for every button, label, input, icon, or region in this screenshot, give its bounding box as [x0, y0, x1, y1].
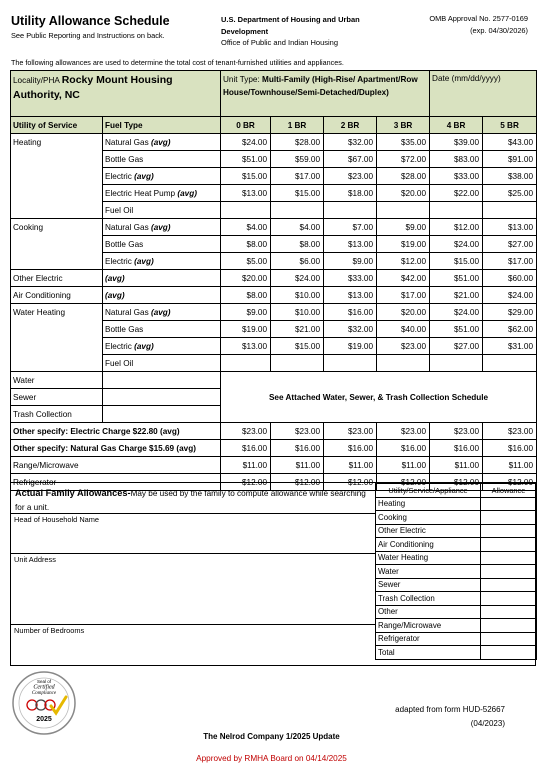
divider	[11, 513, 375, 514]
allowance-value: $12.00	[324, 474, 377, 491]
allowance-value: $4.00	[271, 219, 324, 236]
allowance-value: $12.00	[377, 253, 430, 270]
allowance-value: $24.00	[483, 287, 537, 304]
form-date: (04/2023)	[470, 719, 505, 728]
allowance-value: $23.00	[377, 423, 430, 440]
allowance-value: $13.00	[324, 287, 377, 304]
table-row	[11, 219, 537, 236]
service-cell	[11, 338, 103, 355]
fuel-type: Bottle Gas	[105, 239, 144, 249]
table-row	[11, 236, 537, 253]
allowance-value	[483, 202, 537, 219]
allowance-value: $8.00	[221, 287, 271, 304]
allowance-value: $5.00	[221, 253, 271, 270]
allowance-value: $15.00	[271, 338, 324, 355]
allowance-value: $38.00	[483, 168, 537, 185]
allowance-value: $15.00	[430, 253, 483, 270]
date-cell[interactable]	[430, 71, 537, 117]
allowance-value: $28.00	[377, 168, 430, 185]
omb-approval: OMB Approval No. 2577-0169	[429, 14, 528, 23]
allowance-value: $12.00	[430, 474, 483, 491]
allowance-value: $23.00	[483, 423, 537, 440]
afa-allowance-input[interactable]	[481, 511, 537, 525]
service-cell	[11, 151, 103, 168]
allowance-value: $10.00	[271, 304, 324, 321]
allowance-value: $16.00	[271, 440, 324, 457]
table-row	[11, 270, 537, 287]
table-row	[11, 185, 537, 202]
divider	[11, 553, 375, 554]
allowance-value: $23.00	[430, 423, 483, 440]
compliance-seal	[11, 670, 77, 736]
allowance-value: $17.00	[271, 168, 324, 185]
allowance-value: $19.00	[324, 338, 377, 355]
afa-row	[376, 619, 537, 633]
allowance-value: $11.00	[324, 457, 377, 474]
afa-row	[376, 565, 537, 579]
allowance-value: $51.00	[221, 151, 271, 168]
allowance-value: $32.00	[324, 321, 377, 338]
allowance-value: $23.00	[324, 168, 377, 185]
allowance-value: $11.00	[483, 457, 537, 474]
afa-allowance-input[interactable]	[481, 646, 537, 660]
appliance-label: Refrigerator	[11, 474, 221, 491]
other-specify-label: Other specify: Natural Gas Charge $15.69 (avg)	[11, 440, 221, 457]
allowance-value: $4.00	[221, 219, 271, 236]
allowance-value: $16.00	[377, 440, 430, 457]
afa-item-label: Sewer	[376, 578, 481, 592]
allowance-value: $12.00	[430, 219, 483, 236]
table-row	[11, 372, 537, 389]
fuel-cell	[103, 185, 221, 202]
omb-expiration: (exp. 04/30/2026)	[470, 26, 528, 35]
allowance-value	[271, 355, 324, 372]
table-row	[11, 202, 537, 219]
avg-tag: (avg)	[150, 222, 171, 232]
allowance-value: $25.00	[483, 185, 537, 202]
fuel-cell	[103, 219, 221, 236]
unit-address-label: Unit Address	[14, 555, 56, 564]
afa-allowance-input[interactable]	[481, 565, 537, 579]
afa-row	[376, 578, 537, 592]
head-of-household-label: Head of Household Name	[14, 515, 100, 524]
col-3br-header: 3 BR	[377, 117, 430, 134]
afa-item-label: Cooking	[376, 511, 481, 525]
allowance-value: $17.00	[377, 287, 430, 304]
avg-tag: (avg)	[150, 137, 171, 147]
allowance-value	[430, 355, 483, 372]
allowance-value: $39.00	[430, 134, 483, 151]
afa-row	[376, 646, 537, 660]
allowance-value: $23.00	[221, 423, 271, 440]
form-subtitle: See Public Reporting and Instructions on back.	[11, 31, 165, 40]
table-row	[11, 168, 537, 185]
trash-label: Trash Collection	[11, 406, 103, 423]
allowance-value: $12.00	[221, 474, 271, 491]
fuel-cell	[103, 321, 221, 338]
water-label: Water	[11, 372, 103, 389]
allowance-value: $8.00	[221, 236, 271, 253]
allowance-value: $23.00	[324, 423, 377, 440]
family-allowances-title	[15, 486, 371, 515]
allowance-value: $10.00	[271, 287, 324, 304]
fuel-type: Fuel Oil	[105, 358, 134, 368]
allowance-value: $24.00	[430, 236, 483, 253]
department-name: U.S. Department of Housing and Urban Development	[221, 15, 360, 36]
table-row	[11, 338, 537, 355]
afa-row	[376, 511, 537, 525]
allowance-value: $7.00	[324, 219, 377, 236]
approval-note: Approved by RMHA Board on 04/14/2025	[196, 754, 347, 763]
afa-allowance-input[interactable]	[481, 497, 537, 511]
allowance-value: $62.00	[483, 321, 537, 338]
table-row	[11, 440, 537, 457]
afa-item-label: Water Heating	[376, 551, 481, 565]
allowance-value: $19.00	[377, 236, 430, 253]
allowance-value: $18.00	[324, 185, 377, 202]
avg-tag: (avg)	[134, 256, 154, 266]
allowance-value: $11.00	[271, 457, 324, 474]
afa-row	[376, 551, 537, 565]
office-name: Office of Public and Indian Housing	[221, 38, 339, 47]
allowance-value: $9.00	[221, 304, 271, 321]
allowance-value: $24.00	[271, 270, 324, 287]
service-cell: Water Heating	[11, 304, 103, 321]
service-cell: Other Electric	[11, 270, 103, 287]
afa-row	[376, 538, 537, 552]
allowance-value: $28.00	[271, 134, 324, 151]
locality-name-line1: Rocky Mount Housing	[61, 74, 173, 86]
wst-schedule-note: See Attached Water, Sewer, & Trash Collection Schedule	[221, 372, 537, 423]
fuel-cell	[103, 236, 221, 253]
allowance-value: $11.00	[430, 457, 483, 474]
allowance-value: $11.00	[377, 457, 430, 474]
fuel-cell	[103, 406, 221, 423]
seal-year: 2025	[36, 716, 52, 723]
allowance-value: $19.00	[221, 321, 271, 338]
service-cell	[11, 321, 103, 338]
family-info	[11, 483, 375, 665]
allowance-value: $42.00	[377, 270, 430, 287]
fuel-type: Natural Gas	[105, 222, 149, 232]
afa-service-header: Utility/Service/Appliance	[376, 484, 481, 498]
afa-row	[376, 632, 537, 646]
allowance-value: $15.00	[221, 168, 271, 185]
allowance-value	[324, 202, 377, 219]
afa-item-label: Air Conditioning	[376, 538, 481, 552]
allowance-value: $83.00	[430, 151, 483, 168]
col-2br-header: 2 BR	[324, 117, 377, 134]
allowance-value: $13.00	[324, 236, 377, 253]
allowance-value: $21.00	[430, 287, 483, 304]
appliance-label: Range/Microwave	[11, 457, 221, 474]
afa-allowance-input[interactable]	[481, 632, 537, 646]
allowance-value: $33.00	[324, 270, 377, 287]
fuel-cell	[103, 338, 221, 355]
afa-item-label: Heating	[376, 497, 481, 511]
avg-tag: (avg)	[105, 290, 125, 300]
afa-allowance-input[interactable]	[481, 605, 537, 619]
locality-cell	[11, 71, 221, 117]
allowance-value	[430, 202, 483, 219]
allowance-value: $29.00	[483, 304, 537, 321]
col-fuel-header: Fuel Type	[103, 117, 221, 134]
unit-type-cell	[221, 71, 430, 117]
date-label: Date (mm/dd/yyyy)	[432, 74, 501, 83]
allowance-value: $21.00	[271, 321, 324, 338]
service-cell: Air Conditioning	[11, 287, 103, 304]
fuel-type: Natural Gas	[105, 307, 149, 317]
service-cell	[11, 185, 103, 202]
seal-line2: Certified	[33, 684, 55, 691]
avg-tag: (avg)	[134, 341, 154, 351]
company-update: The Nelrod Company 1/2025 Update	[203, 732, 340, 741]
allowance-value	[377, 202, 430, 219]
fuel-type: Bottle Gas	[105, 154, 144, 164]
fuel-cell	[103, 287, 221, 304]
allowance-value	[324, 355, 377, 372]
allowance-value: $6.00	[271, 253, 324, 270]
afa-item-label: Other Electric	[376, 524, 481, 538]
form-title: Utility Allowance Schedule	[11, 14, 170, 28]
afa-allowance-header: Allowance	[481, 484, 537, 498]
family-allowances-section	[10, 482, 536, 666]
fuel-type: Electric	[105, 256, 132, 266]
afa-allowance-input[interactable]	[481, 578, 537, 592]
column-header-row	[11, 117, 537, 134]
allowance-value: $12.00	[377, 474, 430, 491]
afa-item-label: Water	[376, 565, 481, 579]
fuel-cell	[103, 151, 221, 168]
allowance-value: $67.00	[324, 151, 377, 168]
service-cell: Cooking	[11, 219, 103, 236]
fuel-type: Electric Heat Pump	[105, 188, 176, 198]
afa-allowance-input[interactable]	[481, 524, 537, 538]
allowance-table	[10, 70, 537, 491]
fuel-type: Fuel Oil	[105, 205, 134, 215]
fuel-cell	[103, 253, 221, 270]
afa-item-label: Total	[376, 646, 481, 660]
table-row	[11, 355, 537, 372]
table-row	[11, 287, 537, 304]
allowance-value: $9.00	[377, 219, 430, 236]
allowance-value: $33.00	[430, 168, 483, 185]
allowance-value	[221, 202, 271, 219]
afa-item-label: Other	[376, 605, 481, 619]
allowance-value	[271, 202, 324, 219]
allowance-value: $27.00	[430, 338, 483, 355]
intro-text: The following allowances are used to determine the total cost of tenant-furnished utilities and appliances.	[11, 58, 344, 67]
service-cell	[11, 355, 103, 372]
allowance-value: $51.00	[430, 270, 483, 287]
afa-item-label: Trash Collection	[376, 592, 481, 606]
allowance-value: $17.00	[483, 253, 537, 270]
table-row	[11, 321, 537, 338]
allowance-value: $16.00	[324, 440, 377, 457]
allowance-value: $59.00	[271, 151, 324, 168]
col-service-header: Utility of Service	[11, 117, 103, 134]
allowance-value: $8.00	[271, 236, 324, 253]
allowance-value: $60.00	[483, 270, 537, 287]
table-row	[11, 134, 537, 151]
allowance-value: $22.00	[430, 185, 483, 202]
table-row	[11, 423, 537, 440]
divider	[11, 624, 375, 625]
allowance-value: $16.00	[430, 440, 483, 457]
afa-row	[376, 605, 537, 619]
allowance-value: $91.00	[483, 151, 537, 168]
family-title-bold: Actual Family Allowances-	[15, 488, 131, 498]
fuel-cell	[103, 270, 221, 287]
allowance-value: $23.00	[271, 423, 324, 440]
allowance-value: $32.00	[324, 134, 377, 151]
sewer-label: Sewer	[11, 389, 103, 406]
allowance-value: $16.00	[221, 440, 271, 457]
allowance-value	[221, 355, 271, 372]
allowance-value: $13.00	[221, 338, 271, 355]
bedrooms-label: Number of Bedrooms	[14, 626, 85, 635]
family-title-rest: May be used by the family to compute allowance while searching for a unit.	[15, 489, 366, 512]
col-0br-header: 0 BR	[221, 117, 271, 134]
service-cell: Heating	[11, 134, 103, 151]
unit-type-label: Unit Type:	[223, 75, 260, 84]
allowance-value: $24.00	[221, 134, 271, 151]
avg-tag: (avg)	[105, 273, 125, 283]
allowance-value: $11.00	[221, 457, 271, 474]
allowance-value: $9.00	[324, 253, 377, 270]
adapted-from: adapted from form HUD-52667	[395, 705, 505, 714]
fuel-type: Natural Gas	[105, 137, 149, 147]
col-4br-header: 4 BR	[430, 117, 483, 134]
afa-allowance-input[interactable]	[481, 551, 537, 565]
afa-item-label: Refrigerator	[376, 632, 481, 646]
allowance-value: $13.00	[483, 219, 537, 236]
allowance-value	[377, 355, 430, 372]
allowance-value: $24.00	[430, 304, 483, 321]
table-row	[11, 457, 537, 474]
other-specify-label: Other specify: Electric Charge $22.80 (avg)	[11, 423, 221, 440]
allowance-value: $27.00	[483, 236, 537, 253]
allowance-value: $40.00	[377, 321, 430, 338]
service-cell	[11, 202, 103, 219]
allowance-value: $35.00	[377, 134, 430, 151]
avg-tag: (avg)	[134, 171, 154, 181]
fuel-type: Electric	[105, 341, 132, 351]
avg-tag: (avg)	[150, 307, 171, 317]
allowance-value: $16.00	[324, 304, 377, 321]
seal-line1: Seal of	[36, 679, 52, 684]
fuel-cell	[103, 304, 221, 321]
fuel-cell	[103, 202, 221, 219]
col-1br-header: 1 BR	[271, 117, 324, 134]
afa-item-label: Range/Microwave	[376, 619, 481, 633]
unit-type-value: Multi-Family (High-Rise/ Apartment/Row House/Townhouse/Semi-Detached/Duplex)	[223, 75, 418, 97]
table-row	[11, 253, 537, 270]
locality-row	[11, 71, 537, 117]
fuel-type: Bottle Gas	[105, 324, 144, 334]
afa-allowance-input[interactable]	[481, 592, 537, 606]
allowance-value: $20.00	[377, 185, 430, 202]
allowance-value: $43.00	[483, 134, 537, 151]
col-5br-header: 5 BR	[483, 117, 537, 134]
locality-label: Locality/PHA	[13, 76, 60, 85]
allowance-value: $72.00	[377, 151, 430, 168]
fuel-type: Electric	[105, 171, 132, 181]
allowance-value: $13.00	[221, 185, 271, 202]
afa-row	[376, 524, 537, 538]
fuel-cell	[103, 168, 221, 185]
afa-row	[376, 497, 537, 511]
service-cell	[11, 236, 103, 253]
afa-allowance-input[interactable]	[481, 538, 537, 552]
fuel-cell	[103, 389, 221, 406]
avg-tag: (avg)	[177, 188, 197, 198]
seal-line3: Compliance	[31, 691, 57, 696]
allowance-value: $31.00	[483, 338, 537, 355]
allowance-value: $51.00	[430, 321, 483, 338]
table-row	[11, 151, 537, 168]
locality-name-line2: Authority, NC	[13, 89, 80, 101]
allowance-value: $15.00	[271, 185, 324, 202]
fuel-cell	[103, 372, 221, 389]
fuel-cell	[103, 134, 221, 151]
form-header	[11, 14, 536, 48]
service-cell	[11, 253, 103, 270]
table-row	[11, 304, 537, 321]
fuel-cell	[103, 355, 221, 372]
family-allowance-table	[375, 483, 537, 660]
allowance-value	[483, 355, 537, 372]
allowance-value: $16.00	[483, 440, 537, 457]
allowance-value: $23.00	[377, 338, 430, 355]
afa-row	[376, 592, 537, 606]
allowance-value: $12.00	[271, 474, 324, 491]
service-cell	[11, 168, 103, 185]
afa-allowance-input[interactable]	[481, 619, 537, 633]
allowance-value: $20.00	[377, 304, 430, 321]
allowance-value: $20.00	[221, 270, 271, 287]
allowance-value: $12.00	[483, 474, 537, 491]
